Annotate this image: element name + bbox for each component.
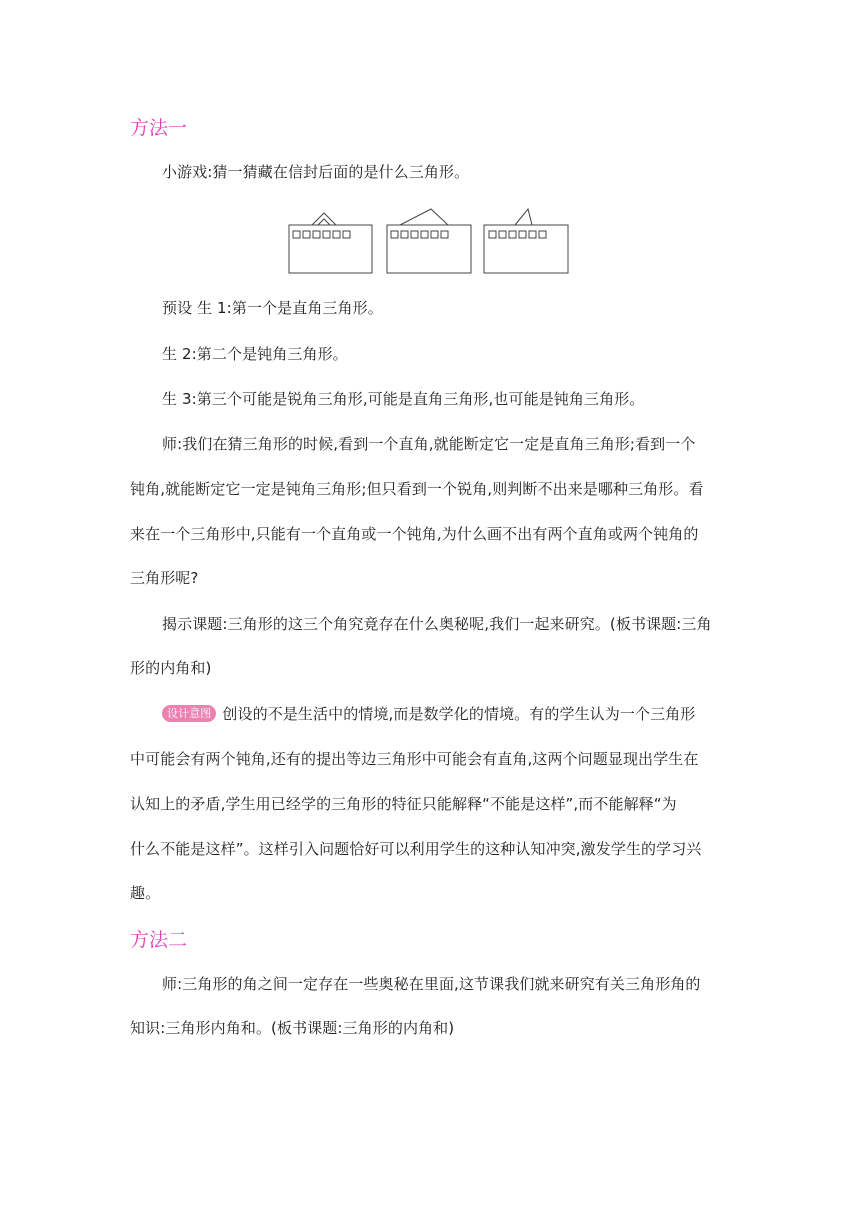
design-line-2: 中可能会有两个钝角,还有的提出等边三角形中可能会有直角,这两个问题显现出学生在 xyxy=(130,750,699,768)
method2-line-2: 知识:三角形内角和。(板书课题:三角形的内角和) xyxy=(130,1019,455,1037)
envelope-1 xyxy=(289,213,372,273)
design-text-1: 创设的不是生活中的情境,而是数学化的情境。有的学生认为一个三角形 xyxy=(222,705,696,723)
answer-student-1: 预设 生 1:第一个是直角三角形。 xyxy=(162,299,383,317)
reveal-line-1: 揭示课题:三角形的这三个角究竟存在什么奥秘呢,我们一起来研究。(板书课题:三角 xyxy=(162,615,712,633)
teacher-line-2: 钝角,就能断定它一定是钝角三角形;但只看到一个锐角,则判断不出来是哪种三角形。看 xyxy=(130,480,704,498)
design-intent-badge: 设计意图 xyxy=(162,705,216,722)
envelope-3 xyxy=(484,209,568,273)
teacher-line-1: 师:我们在猜三角形的时候,看到一个直角,就能断定它一定是直角三角形;看到一个 xyxy=(162,435,696,453)
design-line-4: 什么不能是这样”。这样引入问题恰好可以利用学生的这种认知冲突,激发学生的学习兴 xyxy=(130,840,702,858)
method-one-heading: 方法一 xyxy=(130,117,188,139)
envelopes-figure xyxy=(282,204,582,278)
answer-student-2: 生 2:第二个是钝角三角形。 xyxy=(162,345,348,363)
reveal-line-2: 形的内角和) xyxy=(130,659,212,677)
design-line-1 xyxy=(162,703,695,725)
design-line-5: 趣。 xyxy=(130,884,161,902)
design-line-3: 认知上的矛盾,学生用已经学的三角形的特征只能解释“不能是这样”,而不能解释“为 xyxy=(130,795,677,813)
envelope-2 xyxy=(387,209,471,273)
teacher-line-3: 来在一个三角形中,只能有一个直角或一个钝角,为什么画不出有两个直角或两个钝角的 xyxy=(130,525,699,543)
method2-line-1: 师:三角形的角之间一定存在一些奥秘在里面,这节课我们就来研究有关三角形角的 xyxy=(162,975,701,993)
teacher-line-4: 三角形呢? xyxy=(130,569,199,587)
answer-student-3: 生 3:第三个可能是锐角三角形,可能是直角三角形,也可能是钝角三角形。 xyxy=(162,390,645,408)
method-two-heading: 方法二 xyxy=(130,929,188,951)
game-intro: 小游戏:猜一猜藏在信封后面的是什么三角形。 xyxy=(162,163,470,181)
